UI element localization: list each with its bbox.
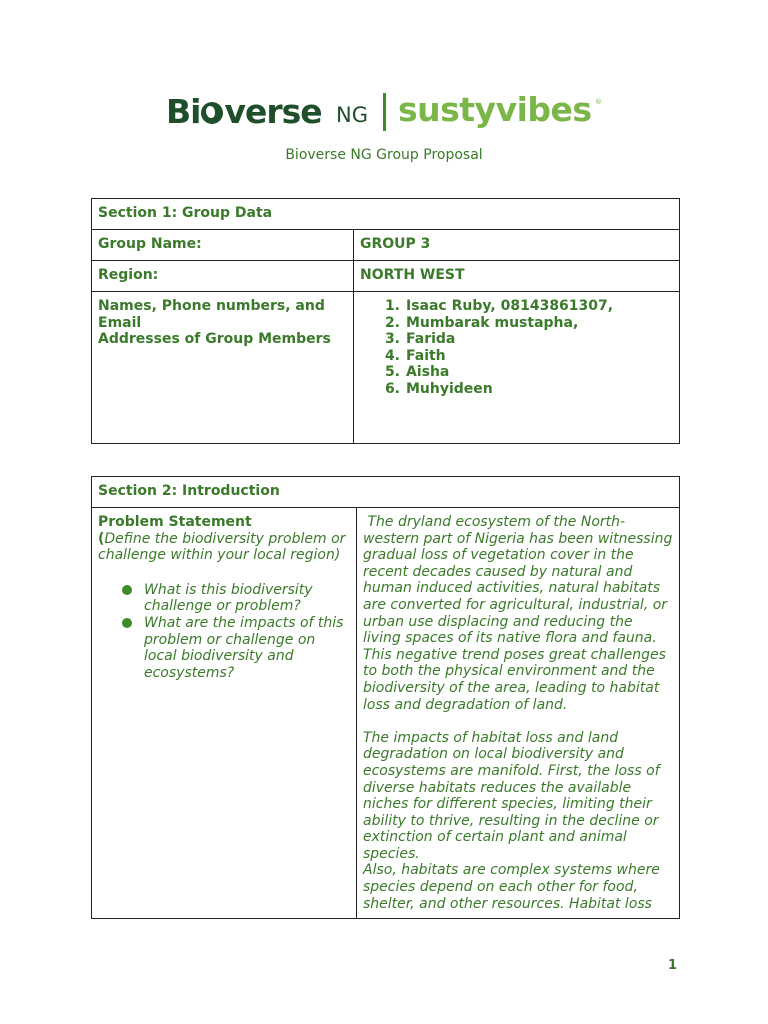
section1-heading: Section 1: Group Data (92, 199, 680, 230)
bullet-icon (122, 585, 132, 595)
problem-statement-title: Problem Statement (98, 514, 252, 530)
list-item: 4. Faith (384, 347, 446, 364)
document-title: Bioverse NG Group Proposal (285, 147, 483, 163)
group-name-value: GROUP 3 (354, 230, 680, 261)
list-item: What are the impacts of this problem or challenge on local biodiversity and ecosystems? (98, 615, 350, 681)
list-item: 1. Isaac Ruby, 08143861307, (384, 298, 614, 314)
answer-paragraph-1: The dryland ecosystem of the North-western part of Nigeria has been witnessing gradual loss of vegetation cover in the recent decades caused by natural and human induced activities, natural habitats are converted for agricultural, industrial, or urban use displacing and reducing the living spaces of its native flora and fauna. This negative trend poses great challenges to both the physical environment and the biodiversity of the area, leading to habitat loss and degradation of land. (363, 514, 677, 713)
members-label: Names, Phone numbers, and Email Addresses of Group Members (92, 292, 354, 444)
problem-statement-cell (92, 508, 357, 919)
list-item: 5. Aisha (384, 364, 450, 381)
list-item: 6. Muhyideen (384, 380, 493, 397)
logo-divider (383, 93, 386, 131)
problem-statement-desc: (Define the biodiversity problem or challenge within your local region) (98, 530, 346, 564)
registered-mark: ® (595, 98, 602, 106)
list-item: 3. Farida (384, 331, 456, 348)
section2-heading: Section 2: Introduction (92, 477, 680, 508)
list-item: 2. Mumbarak mustapha, (384, 314, 579, 331)
header-logos (0, 90, 768, 136)
members-list (360, 298, 673, 398)
region-value: NORTH WEST (354, 261, 680, 292)
page-number: 1 (668, 958, 678, 973)
answer-paragraph-3: Also, habitats are complex systems where species depend on each other for food, shelter, and other resources. Habitat loss (363, 862, 660, 912)
group-data-table (91, 198, 680, 444)
introduction-table (91, 476, 680, 919)
problem-answer-cell (357, 508, 680, 919)
group-name-label: Group Name: (92, 230, 354, 261)
globe-icon (201, 102, 223, 124)
sustyvibes-logo: sustyvibes (398, 90, 592, 129)
region-label: Region: (92, 261, 354, 292)
bioverse-logo: Bi verse (166, 92, 322, 131)
list-item: What is this biodiversity challenge or problem? (98, 582, 350, 615)
bioverse-ng-label: NG (336, 103, 368, 127)
answer-paragraph-2: The impacts of habitat loss and land degradation on local biodiversity and ecosystems are manifold. First, the loss of diverse habitats reduces the available niches for different species, limiting their ability to thrive, resulting in the decline or extinction of certain plant and animal species. (363, 729, 660, 862)
members-cell (354, 292, 680, 444)
guiding-questions (98, 582, 350, 682)
bullet-icon (122, 618, 132, 628)
